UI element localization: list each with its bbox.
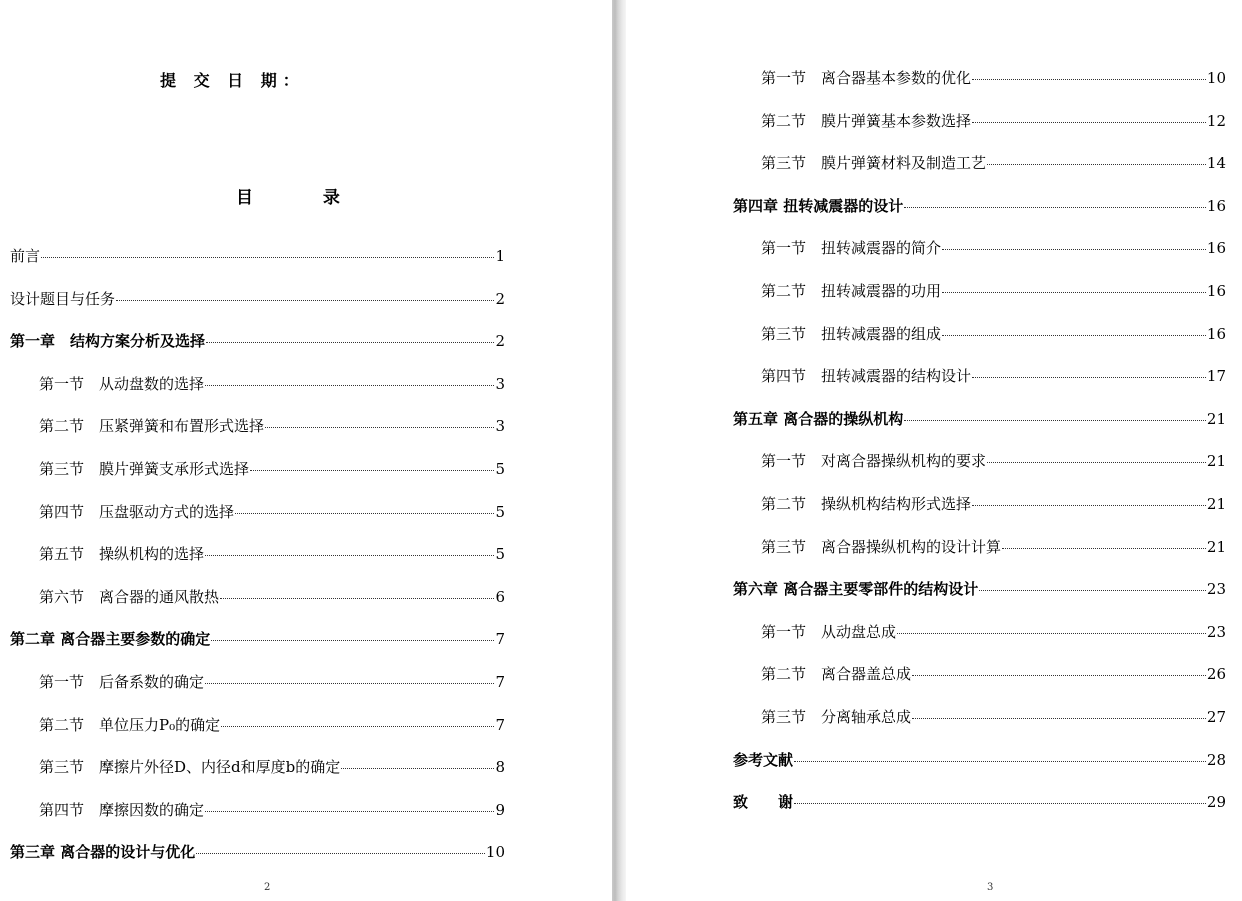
toc-entry-label: 设计题目与任务: [10, 289, 116, 308]
toc-section-entry[interactable]: [761, 111, 1226, 131]
toc-entry-label: 第二节 离合器盖总成: [761, 665, 912, 684]
toc-leader-dots: [794, 803, 1206, 804]
toc-entry-page-number: 2: [495, 289, 505, 308]
toc-entry-label: 第一节 从动盘数的选择: [39, 374, 205, 393]
toc-leader-dots: [942, 335, 1206, 336]
document-page-left[interactable]: [0, 0, 612, 901]
toc-entry-page-number: 3: [495, 417, 505, 436]
toc-entry-page-number: 23: [1206, 580, 1226, 599]
toc-section-entry[interactable]: [761, 153, 1226, 173]
toc-entry-label: 第一节 从动盘总成: [761, 622, 897, 641]
toc-section-entry[interactable]: [39, 800, 505, 820]
toc-entry-page-number: 27: [1206, 708, 1226, 726]
toc-section-entry[interactable]: [39, 757, 505, 777]
toc-leader-dots: [942, 249, 1206, 250]
toc-leader-dots: [904, 207, 1206, 208]
toc-leader-dots: [235, 513, 494, 514]
toc-entry-page-number: 21: [1206, 537, 1226, 556]
toc-section-entry[interactable]: [761, 324, 1226, 344]
submit-date-label: 提 交 日 期：: [160, 71, 305, 90]
toc-entry-page-number: 2: [495, 332, 505, 351]
toc-entry-label: 第四节 扭转减震器的结构设计: [761, 367, 972, 386]
toc-entry-label: 第一节 对离合器操纵机构的要求: [761, 452, 987, 471]
toc-chapter-entry[interactable]: [733, 579, 1226, 599]
toc-entry-label: 第三节 摩擦片外径D、内径d和厚度b的确定: [39, 758, 341, 777]
toc-chapter-entry[interactable]: [733, 750, 1226, 770]
toc-section-entry[interactable]: [761, 537, 1226, 557]
toc-leader-dots: [341, 768, 494, 769]
toc-chapter-entry[interactable]: [10, 842, 505, 862]
toc-entry-page-number: 12: [1206, 111, 1226, 130]
toc-entry-page-number: 5: [495, 460, 505, 478]
toc-entry-page-number: 1: [495, 247, 505, 265]
toc-leader-dots: [205, 683, 494, 684]
toc-entry-label: 第二节 压紧弹簧和布置形式选择: [39, 417, 265, 436]
toc-section-entry[interactable]: [761, 622, 1226, 642]
toc-section-entry[interactable]: [39, 374, 505, 394]
toc-chapter-entry[interactable]: [10, 331, 505, 351]
toc-entry-page-number: 8: [495, 758, 505, 777]
page-number: 3: [987, 882, 994, 893]
toc-entry-label: 第三节 离合器操纵机构的设计计算: [761, 537, 1002, 556]
toc-entry-page-number: 10: [1206, 69, 1226, 87]
toc-section-entry[interactable]: [761, 238, 1226, 258]
toc-entry-label: 第三章 离合器的设计与优化: [10, 843, 196, 862]
toc-leader-dots: [221, 726, 494, 727]
toc-section-entry[interactable]: [39, 672, 505, 692]
toc-entry-label: 致 谢: [733, 793, 794, 812]
toc-leader-dots: [205, 555, 494, 556]
toc-section-entry[interactable]: [761, 281, 1226, 301]
toc-leader-dots: [972, 377, 1206, 378]
toc-section-entry[interactable]: [761, 494, 1226, 514]
toc-entry-page-number: 16: [1206, 239, 1226, 258]
toc-entry-label: 第三节 分离轴承总成: [761, 708, 912, 726]
toc-entry-page-number: 7: [495, 673, 505, 691]
toc-entry-label: 第二节 操纵机构结构形式选择: [761, 495, 972, 513]
toc-entry-label: 第五节 操纵机构的选择: [39, 545, 205, 564]
toc-entry-page-number: 28: [1206, 750, 1226, 769]
toc-entry-label: 第三节 扭转减震器的组成: [761, 324, 942, 343]
toc-entry-label: 第一节 后备系数的确定: [39, 673, 205, 691]
toc-section-entry[interactable]: [761, 366, 1226, 386]
toc-leader-dots: [205, 385, 494, 386]
toc-section-entry[interactable]: [761, 68, 1226, 88]
toc-entry-page-number: 7: [495, 630, 505, 649]
toc-chapter-entry[interactable]: [10, 246, 505, 266]
toc-entry-label: 参考文献: [733, 750, 794, 769]
toc-leader-dots: [1002, 548, 1206, 549]
toc-entry-page-number: 3: [495, 374, 505, 393]
toc-section-entry[interactable]: [39, 416, 505, 436]
toc-entry-label: 第六节 离合器的通风散热: [39, 587, 220, 606]
toc-leader-dots: [972, 79, 1206, 80]
toc-entry-page-number: 6: [495, 587, 505, 606]
toc-entry-page-number: 16: [1206, 324, 1226, 343]
toc-entry-label: 第六章 离合器主要零部件的结构设计: [733, 580, 979, 599]
toc-leader-dots: [41, 257, 494, 258]
toc-entry-page-number: 16: [1206, 196, 1226, 215]
toc-entry-label: 第三节 膜片弹簧支承形式选择: [39, 460, 250, 478]
toc-leader-dots: [265, 427, 494, 428]
toc-leader-dots: [211, 640, 494, 641]
toc-leader-dots: [987, 462, 1206, 463]
toc-chapter-entry[interactable]: [733, 196, 1226, 216]
toc-entry-page-number: 10: [485, 843, 505, 862]
toc-entry-page-number: 26: [1206, 665, 1226, 684]
toc-entry-page-number: 23: [1206, 622, 1226, 641]
toc-section-entry[interactable]: [39, 459, 505, 479]
toc-entry-label: 第二章 离合器主要参数的确定: [10, 630, 211, 649]
toc-entry-label: 第二节 扭转减震器的功用: [761, 282, 942, 300]
toc-section-entry[interactable]: [39, 544, 505, 564]
toc-leader-dots: [972, 505, 1206, 506]
toc-leader-dots: [250, 470, 494, 471]
toc-entry-page-number: 17: [1206, 367, 1226, 386]
toc-leader-dots: [987, 164, 1206, 165]
toc-leader-dots: [912, 675, 1206, 676]
toc-entry-label: 第一节 离合器基本参数的优化: [761, 69, 972, 87]
toc-entry-page-number: 5: [495, 502, 505, 521]
toc-section-entry[interactable]: [39, 715, 505, 735]
toc-entry-page-number: 9: [495, 800, 505, 819]
toc-entry-label: 第五章 离合器的操纵机构: [733, 409, 904, 428]
toc-leader-dots: [904, 420, 1206, 421]
toc-entry-page-number: 29: [1206, 793, 1226, 812]
toc-entry-page-number: 21: [1206, 495, 1226, 513]
toc-section-entry[interactable]: [761, 451, 1226, 471]
toc-entry-label: 第四节 摩擦因数的确定: [39, 800, 205, 819]
toc-leader-dots: [116, 300, 494, 301]
toc-leader-dots: [220, 598, 494, 599]
toc-entry-page-number: 7: [495, 715, 505, 734]
toc-leader-dots: [206, 342, 494, 343]
toc-leader-dots: [979, 590, 1206, 591]
toc-entry-page-number: 5: [495, 545, 505, 564]
toc-entry-label: 第三节 膜片弹簧材料及制造工艺: [761, 154, 987, 173]
page-divider: [612, 0, 626, 901]
toc-leader-dots: [205, 811, 494, 812]
toc-leader-dots: [912, 718, 1206, 719]
toc-entry-label: 第四节 压盘驱动方式的选择: [39, 502, 235, 521]
toc-entry-label: 第二节 膜片弹簧基本参数选择: [761, 111, 972, 130]
toc-leader-dots: [942, 292, 1206, 293]
document-page-right[interactable]: [626, 0, 1242, 901]
toc-section-entry[interactable]: [761, 707, 1226, 727]
toc-entry-label: 第四章 扭转减震器的设计: [733, 196, 904, 215]
toc-entry-page-number: 16: [1206, 282, 1226, 300]
toc-entry-label: 前言: [10, 247, 41, 265]
toc-entry-label: 第一节 扭转减震器的简介: [761, 239, 942, 258]
toc-chapter-entry[interactable]: [733, 792, 1226, 812]
toc-leader-dots: [196, 853, 485, 854]
toc-section-entry[interactable]: [761, 664, 1226, 684]
toc-leader-dots: [897, 633, 1206, 634]
toc-entry-page-number: 21: [1206, 409, 1226, 428]
toc-title: 目 录: [236, 188, 372, 208]
toc-chapter-entry[interactable]: [10, 289, 505, 309]
toc-leader-dots: [794, 761, 1206, 762]
page-number: 2: [264, 882, 271, 893]
toc-entry-page-number: 14: [1206, 154, 1226, 173]
toc-entry-label: 第二节 单位压力P₀的确定: [39, 715, 221, 734]
toc-section-entry[interactable]: [39, 502, 505, 522]
toc-chapter-entry[interactable]: [10, 629, 505, 649]
toc-entry-label: 第一章 结构方案分析及选择: [10, 332, 206, 351]
toc-chapter-entry[interactable]: [733, 409, 1226, 429]
toc-leader-dots: [972, 122, 1206, 123]
toc-section-entry[interactable]: [39, 587, 505, 607]
toc-entry-page-number: 21: [1206, 452, 1226, 471]
